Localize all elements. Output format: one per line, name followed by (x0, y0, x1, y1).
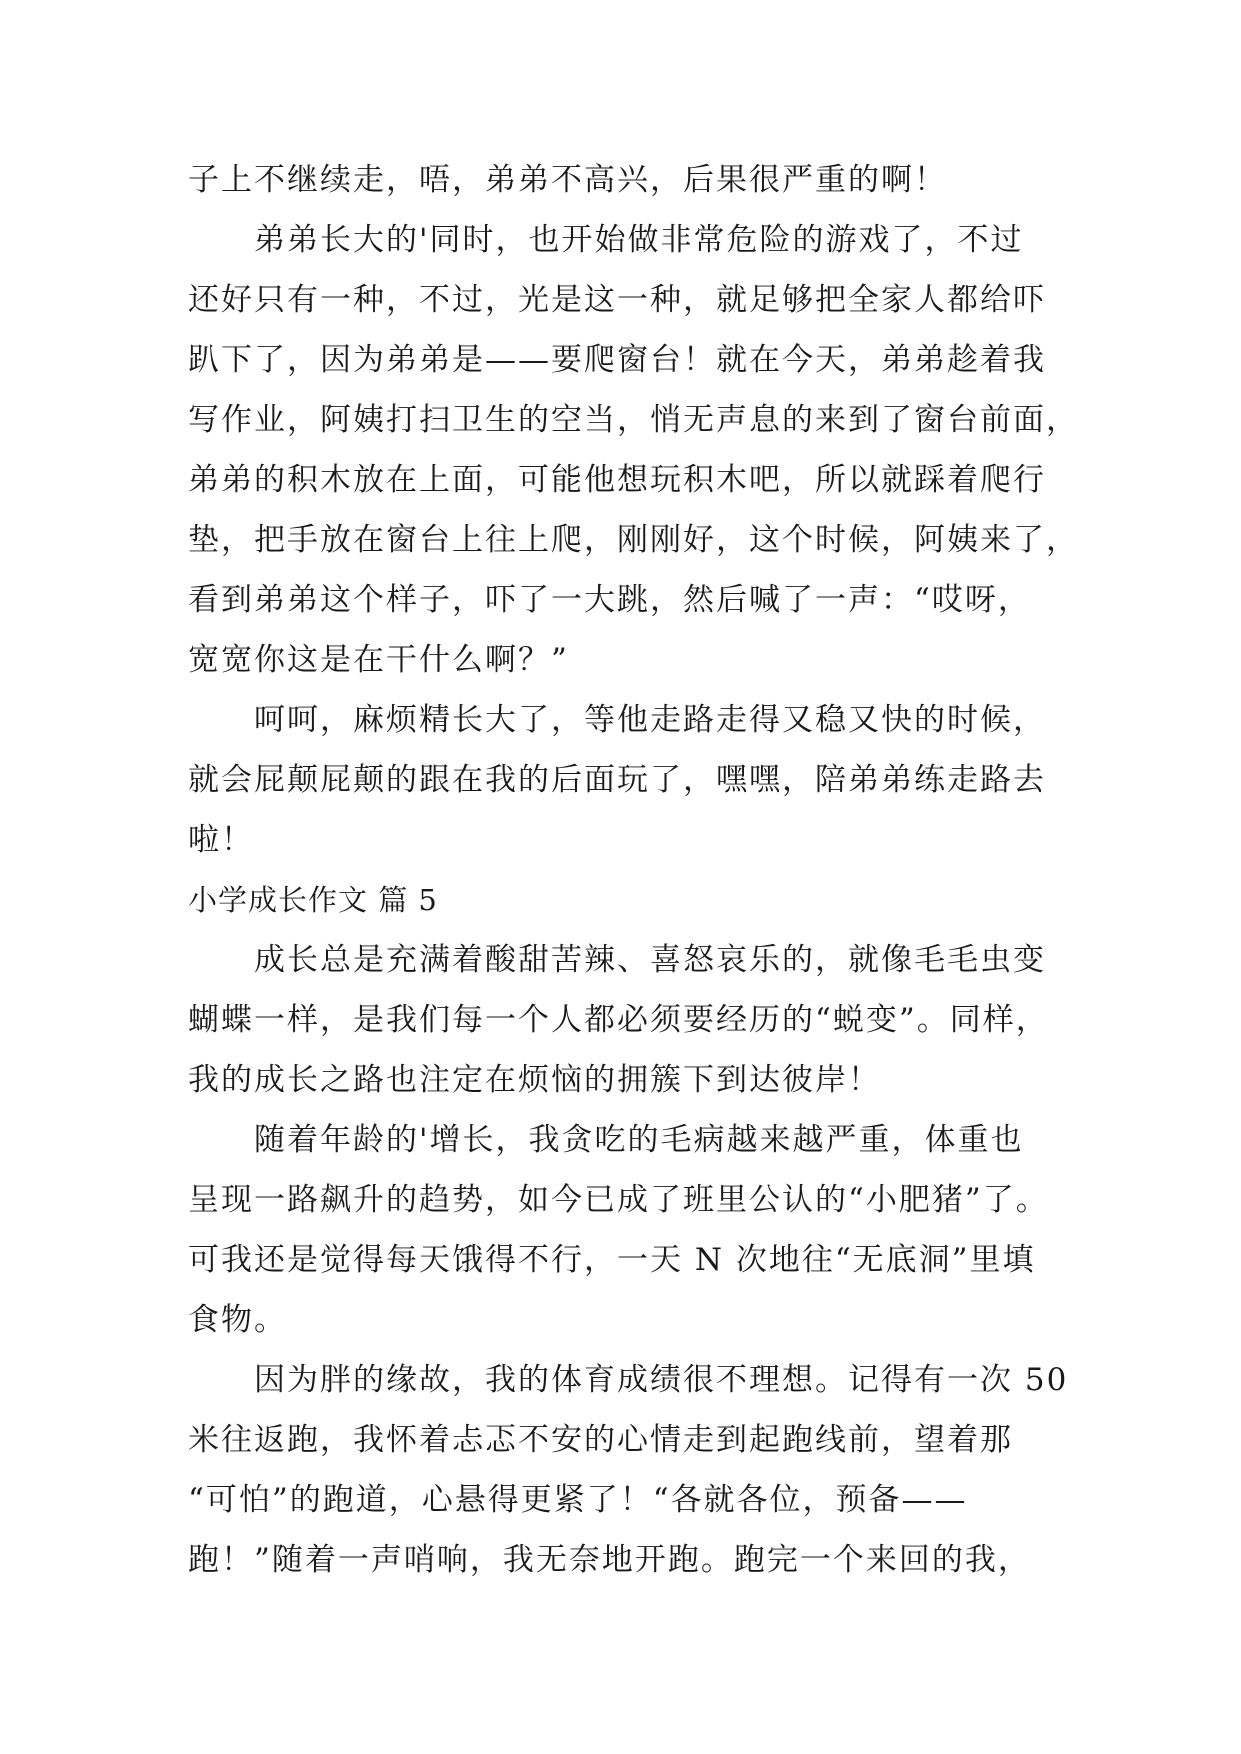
paragraph-first-line: 成长总是充满着酸甜苦辣、喜怒哀乐的，就像毛毛虫变 (254, 942, 1046, 978)
text-line: 写作业，阿姨打扫卫生的空当，悄无声息的来到了窗台前面， (188, 402, 1079, 438)
paragraph-first-line: 呵呵，麻烦精长大了，等他走路走得又稳又快的时候， (254, 702, 1046, 738)
text-line: 跑！”随着一声哨响，我无奈地开跑。跑完一个来回的我， (188, 1542, 1031, 1578)
text-line: 就会屁颠屁颠的跟在我的后面玩了，嘿嘿，陪弟弟练走路去 (188, 762, 1046, 798)
text-line: 垫，把手放在窗台上往上爬，刚刚好，这个时候，阿姨来了， (188, 522, 1079, 558)
text-line: 蝴蝶一样，是我们每一个人都必须要经历的“蜕变”。同样， (188, 1002, 1049, 1038)
section-heading: 小学成长作文 篇 5 (188, 883, 438, 917)
text-line: 啦！ (188, 822, 254, 858)
text-line: 看到弟弟这个样子，吓了一大跳，然后喊了一声：“哎呀， (188, 582, 1031, 618)
text-line: 子上不继续走，唔，弟弟不高兴，后果很严重的啊！ (188, 162, 947, 198)
text-line: 食物。 (188, 1302, 287, 1338)
text-line: 宽宽你这是在干什么啊？” (188, 642, 569, 678)
text-line: 我的成长之路也注定在烦恼的拥簇下到达彼岸！ (188, 1062, 881, 1098)
paragraph-first-line: 弟弟长大的'同时，也开始做非常危险的游戏了，不过 (254, 222, 1024, 258)
document-page (188, 150, 1079, 1590)
text-line: 弟弟的积木放在上面，可能他想玩积木吧，所以就踩着爬行 (188, 462, 1046, 498)
text-line: “可怕”的跑道，心悬得更紧了！“各就各位，预备—— (188, 1482, 968, 1518)
text-line: 可我还是觉得每天饿得不行，一天 N 次地往“无底洞”里填 (188, 1242, 1036, 1278)
text-line: 呈现一路飙升的趋势，如今已成了班里公认的“小肥猪”了。 (188, 1182, 1049, 1218)
paragraph-first-line: 因为胖的缘故，我的体育成绩很不理想。记得有一次 50 (254, 1362, 1069, 1398)
text-line: 还好只有一种，不过，光是这一种，就足够把全家人都给吓 (188, 282, 1046, 318)
text-line: 米往返跑，我怀着忐忑不安的心情走到起跑线前，望着那 (188, 1422, 1013, 1458)
paragraph-first-line: 随着年龄的'增长，我贪吃的毛病越来越严重，体重也 (254, 1122, 1024, 1158)
text-line: 趴下了，因为弟弟是——要爬窗台！就在今天，弟弟趁着我 (188, 342, 1046, 378)
